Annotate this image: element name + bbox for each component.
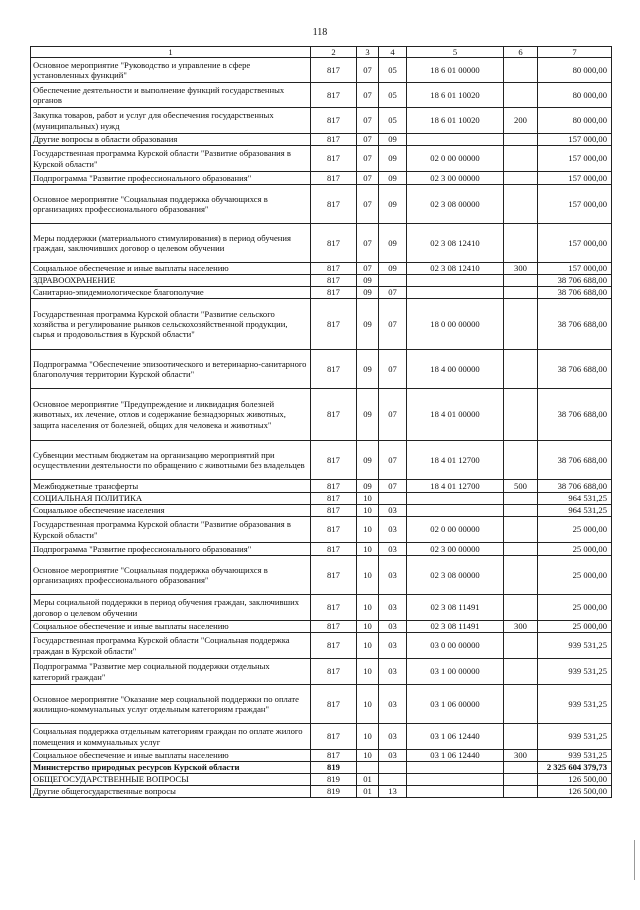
col-expense-type [504,275,538,287]
page-number: 118 [312,27,328,38]
col-expense-type [504,493,538,505]
table-row [31,633,612,659]
col-expense-type: 500 [504,480,538,493]
row-name: Социальное обеспечение населения [31,505,311,517]
col-subsection: 07 [379,441,407,480]
col-section: 07 [357,83,379,108]
table-row [31,134,612,146]
col-expense-type [504,774,538,786]
col-expense-type [504,287,538,299]
column-number: 7 [538,47,612,58]
row-name: Меры социальной поддержки в период обучения граждан, заключивших договор о целевом обучении [31,595,311,621]
col-expense-type [504,633,538,659]
column-number: 1 [31,47,311,58]
col-ministry: 817 [311,275,357,287]
col-ministry: 817 [311,441,357,480]
col-subsection: 05 [379,83,407,108]
col-ministry: 817 [311,505,357,517]
table-row [31,275,612,287]
row-name: Социальное обеспечение и иные выплаты населению [31,263,311,275]
col-section: 07 [357,134,379,146]
col-ministry: 817 [311,58,357,83]
table-row [31,774,612,786]
col-target-article: 18 0 00 00000 [407,299,504,350]
col-amount: 126 500,00 [538,774,612,786]
col-subsection: 03 [379,633,407,659]
col-ministry: 817 [311,621,357,633]
col-expense-type [504,685,538,724]
col-amount: 157 000,00 [538,263,612,275]
col-amount: 25 000,00 [538,517,612,543]
col-ministry: 817 [311,350,357,389]
col-expense-type: 300 [504,621,538,633]
col-subsection: 09 [379,263,407,275]
col-ministry: 817 [311,185,357,224]
col-section: 10 [357,517,379,543]
col-target-article: 02 3 08 12410 [407,263,504,275]
col-expense-type [504,83,538,108]
col-amount: 157 000,00 [538,224,612,263]
col-section: 09 [357,299,379,350]
table-row [31,146,612,172]
col-target-article [407,505,504,517]
col-ministry: 817 [311,263,357,275]
column-number: 2 [311,47,357,58]
col-section: 10 [357,595,379,621]
row-name: Государственная программа Курской области "Развитие образования в Курской области" [31,517,311,543]
col-ministry: 817 [311,389,357,441]
col-subsection: 09 [379,224,407,263]
col-expense-type [504,441,538,480]
col-expense-type [504,146,538,172]
col-expense-type [504,185,538,224]
col-target-article: 02 3 08 00000 [407,556,504,595]
row-name: Меры поддержки (материального стимулирования) в период обучения граждан, заключивших договор о целевом обучении [31,224,311,263]
col-amount: 939 531,25 [538,685,612,724]
col-amount: 157 000,00 [538,185,612,224]
row-name: Подпрограмма "Развитие профессионального образования" [31,543,311,556]
col-subsection: 05 [379,58,407,83]
col-amount: 80 000,00 [538,83,612,108]
col-ministry: 817 [311,172,357,185]
col-ministry: 817 [311,556,357,595]
col-subsection: 07 [379,299,407,350]
col-section: 07 [357,172,379,185]
table-row [31,389,612,441]
col-amount: 964 531,25 [538,505,612,517]
col-expense-type: 200 [504,108,538,134]
col-section: 09 [357,287,379,299]
col-target-article [407,786,504,798]
table-row [31,750,612,762]
table-row [31,350,612,389]
col-ministry: 817 [311,517,357,543]
row-name: Подпрограмма "Развитие мер социальной поддержки отдельных категорий граждан" [31,659,311,685]
col-amount: 38 706 688,00 [538,275,612,287]
col-subsection: 07 [379,480,407,493]
col-subsection: 03 [379,621,407,633]
col-expense-type [504,505,538,517]
table-row [31,287,612,299]
table-row [31,724,612,750]
col-subsection: 05 [379,108,407,134]
table-row [31,441,612,480]
col-ministry: 817 [311,659,357,685]
row-name: Основное мероприятие "Оказание мер социальной поддержки по оплате жилищно-коммунальных услуг отдельным категориям граждан" [31,685,311,724]
col-subsection: 09 [379,146,407,172]
col-expense-type [504,786,538,798]
col-ministry: 817 [311,146,357,172]
col-subsection [379,493,407,505]
row-name: ЗДРАВООХРАНЕНИЕ [31,275,311,287]
row-name: Государственная программа Курской области "Развитие образования в Курской области" [31,146,311,172]
table-row [31,786,612,798]
col-expense-type [504,762,538,774]
col-amount: 38 706 688,00 [538,299,612,350]
table-row [31,185,612,224]
table-row [31,621,612,633]
row-name: Закупка товаров, работ и услуг для обеспечения государственных (муниципальных) нужд [31,108,311,134]
col-expense-type [504,517,538,543]
col-target-article: 02 3 08 00000 [407,185,504,224]
row-name: Основное мероприятие "Предупреждение и ликвидация болезней животных, их лечение, отлов и содержание безнадзорных животных, защита населения от болезней, общих для человека и животных" [31,389,311,441]
row-name: Социальная поддержка отдельным категориям граждан по оплате жилого помещения и коммунальных услуг [31,724,311,750]
col-ministry: 817 [311,633,357,659]
column-number: 3 [357,47,379,58]
col-ministry: 817 [311,108,357,134]
table-row [31,556,612,595]
row-name: Подпрограмма "Обеспечение эпизоотического и ветеринарно-санитарного благополучия территории Курской области" [31,350,311,389]
col-expense-type [504,224,538,263]
col-amount: 157 000,00 [538,172,612,185]
col-ministry: 817 [311,543,357,556]
col-target-article: 02 3 08 11491 [407,621,504,633]
col-target-article [407,493,504,505]
col-target-article: 02 3 00 00000 [407,543,504,556]
column-number: 5 [407,47,504,58]
table-row [31,762,612,774]
col-section: 07 [357,108,379,134]
col-target-article: 18 4 01 12700 [407,480,504,493]
col-expense-type [504,172,538,185]
col-section: 07 [357,185,379,224]
row-name: Санитарно-эпидемиологическое благополучие [31,287,311,299]
col-expense-type [504,724,538,750]
col-target-article: 18 4 00 00000 [407,350,504,389]
col-target-article: 03 1 06 12440 [407,724,504,750]
col-section: 09 [357,480,379,493]
col-amount: 25 000,00 [538,543,612,556]
col-expense-type [504,299,538,350]
col-subsection: 13 [379,786,407,798]
col-expense-type [504,58,538,83]
col-amount: 38 706 688,00 [538,441,612,480]
col-expense-type [504,595,538,621]
col-target-article: 02 0 00 00000 [407,146,504,172]
budget-table [30,46,612,798]
col-subsection: 09 [379,172,407,185]
col-amount: 25 000,00 [538,595,612,621]
table-row [31,543,612,556]
col-amount: 964 531,25 [538,493,612,505]
col-section: 10 [357,543,379,556]
col-target-article: 18 6 01 10020 [407,108,504,134]
col-expense-type [504,543,538,556]
row-name: Социальное обеспечение и иные выплаты населению [31,621,311,633]
col-amount: 25 000,00 [538,556,612,595]
col-amount: 25 000,00 [538,621,612,633]
table-row [31,480,612,493]
col-subsection [379,275,407,287]
col-expense-type [504,556,538,595]
row-name: ОБЩЕГОСУДАРСТВЕННЫЕ ВОПРОСЫ [31,774,311,786]
column-number: 6 [504,47,538,58]
col-section: 07 [357,224,379,263]
table-row [31,172,612,185]
table-row [31,224,612,263]
col-section: 10 [357,633,379,659]
col-target-article: 02 3 00 00000 [407,172,504,185]
col-ministry: 819 [311,786,357,798]
col-target-article: 18 6 01 10020 [407,83,504,108]
row-name: Подпрограмма "Развитие профессионального образования" [31,172,311,185]
col-amount: 126 500,00 [538,786,612,798]
col-subsection: 03 [379,685,407,724]
col-ministry: 817 [311,724,357,750]
col-section: 07 [357,58,379,83]
col-subsection: 03 [379,750,407,762]
col-ministry: 817 [311,685,357,724]
table-row [31,263,612,275]
row-name: Государственная программа Курской области "Развитие сельского хозяйства и регулирование рынков сельскохозяйственной продукции, сырья и продовольствия в Курской области" [31,299,311,350]
table-row [31,505,612,517]
table-row [31,595,612,621]
col-subsection: 09 [379,185,407,224]
col-subsection: 03 [379,517,407,543]
col-ministry: 817 [311,134,357,146]
col-target-article: 18 4 01 12700 [407,441,504,480]
col-section: 09 [357,275,379,287]
col-ministry: 817 [311,83,357,108]
col-section: 09 [357,350,379,389]
col-section: 10 [357,556,379,595]
col-subsection: 03 [379,543,407,556]
col-ministry: 817 [311,480,357,493]
col-target-article: 03 1 06 00000 [407,685,504,724]
col-target-article [407,134,504,146]
table-row [31,58,612,83]
col-section: 10 [357,505,379,517]
col-target-article [407,275,504,287]
col-section: 10 [357,493,379,505]
col-expense-type [504,134,538,146]
row-name: Субвенции местным бюджетам на организацию мероприятий при осуществлении деятельности по обращению с животными без владельцев [31,441,311,480]
col-target-article: 02 3 08 12410 [407,224,504,263]
row-name: Обеспечение деятельности и выполнение функций государственных органов [31,83,311,108]
col-amount: 939 531,25 [538,724,612,750]
col-ministry: 817 [311,493,357,505]
row-name: Социальное обеспечение и иные выплаты населению [31,750,311,762]
col-target-article: 02 0 00 00000 [407,517,504,543]
table-row [31,517,612,543]
col-section: 09 [357,389,379,441]
col-target-article: 18 4 01 00000 [407,389,504,441]
col-expense-type: 300 [504,263,538,275]
col-subsection: 07 [379,389,407,441]
col-amount: 80 000,00 [538,58,612,83]
column-number-row [31,47,612,58]
col-section: 07 [357,263,379,275]
col-amount: 157 000,00 [538,134,612,146]
row-name: Министерство природных ресурсов Курской области [31,762,311,774]
row-name: Основное мероприятие "Руководство и управление в сфере установленных функций" [31,58,311,83]
row-name: Межбюджетные трансферты [31,480,311,493]
row-name: Государственная программа Курской области "Социальная поддержка граждан в Курской области" [31,633,311,659]
col-subsection [379,762,407,774]
col-expense-type [504,350,538,389]
col-target-article: 03 0 00 00000 [407,633,504,659]
col-subsection: 03 [379,505,407,517]
col-ministry: 817 [311,224,357,263]
col-target-article [407,287,504,299]
row-name: Другие вопросы в области образования [31,134,311,146]
col-section: 10 [357,621,379,633]
col-subsection: 03 [379,556,407,595]
table-row [31,659,612,685]
col-section: 07 [357,146,379,172]
row-name: Другие общегосударственные вопросы [31,786,311,798]
col-subsection: 09 [379,134,407,146]
col-ministry: 819 [311,774,357,786]
col-amount: 157 000,00 [538,146,612,172]
scan-edge-mark [634,840,640,880]
col-target-article: 03 1 06 12440 [407,750,504,762]
col-subsection: 03 [379,724,407,750]
col-ministry: 817 [311,299,357,350]
col-amount: 939 531,25 [538,633,612,659]
col-amount: 38 706 688,00 [538,389,612,441]
col-expense-type [504,389,538,441]
table-row [31,108,612,134]
col-section: 10 [357,685,379,724]
col-section: 10 [357,750,379,762]
col-subsection [379,774,407,786]
col-target-article: 02 3 08 11491 [407,595,504,621]
col-target-article: 18 6 01 00000 [407,58,504,83]
col-subsection: 07 [379,287,407,299]
col-amount: 38 706 688,00 [538,480,612,493]
column-number: 4 [379,47,407,58]
col-section: 09 [357,441,379,480]
col-ministry: 817 [311,750,357,762]
col-section: 01 [357,786,379,798]
col-ministry: 817 [311,287,357,299]
col-subsection: 07 [379,350,407,389]
col-amount: 2 325 604 379,73 [538,762,612,774]
col-section: 10 [357,659,379,685]
col-amount: 38 706 688,00 [538,350,612,389]
table-row [31,83,612,108]
col-ministry: 817 [311,595,357,621]
col-target-article [407,762,504,774]
col-amount: 38 706 688,00 [538,287,612,299]
col-subsection: 03 [379,659,407,685]
col-section [357,762,379,774]
col-expense-type: 300 [504,750,538,762]
row-name: Основное мероприятие "Социальная поддержка обучающихся в организациях профессионального образования" [31,185,311,224]
row-name: СОЦИАЛЬНАЯ ПОЛИТИКА [31,493,311,505]
col-amount: 939 531,25 [538,750,612,762]
table-row [31,299,612,350]
col-target-article [407,774,504,786]
table-row [31,685,612,724]
col-expense-type [504,659,538,685]
col-ministry: 819 [311,762,357,774]
col-amount: 939 531,25 [538,659,612,685]
col-amount: 80 000,00 [538,108,612,134]
col-target-article: 03 1 00 00000 [407,659,504,685]
col-section: 10 [357,724,379,750]
table-row [31,493,612,505]
col-subsection: 03 [379,595,407,621]
row-name: Основное мероприятие "Социальная поддержка обучающихся в организациях профессионального образования" [31,556,311,595]
col-section: 01 [357,774,379,786]
